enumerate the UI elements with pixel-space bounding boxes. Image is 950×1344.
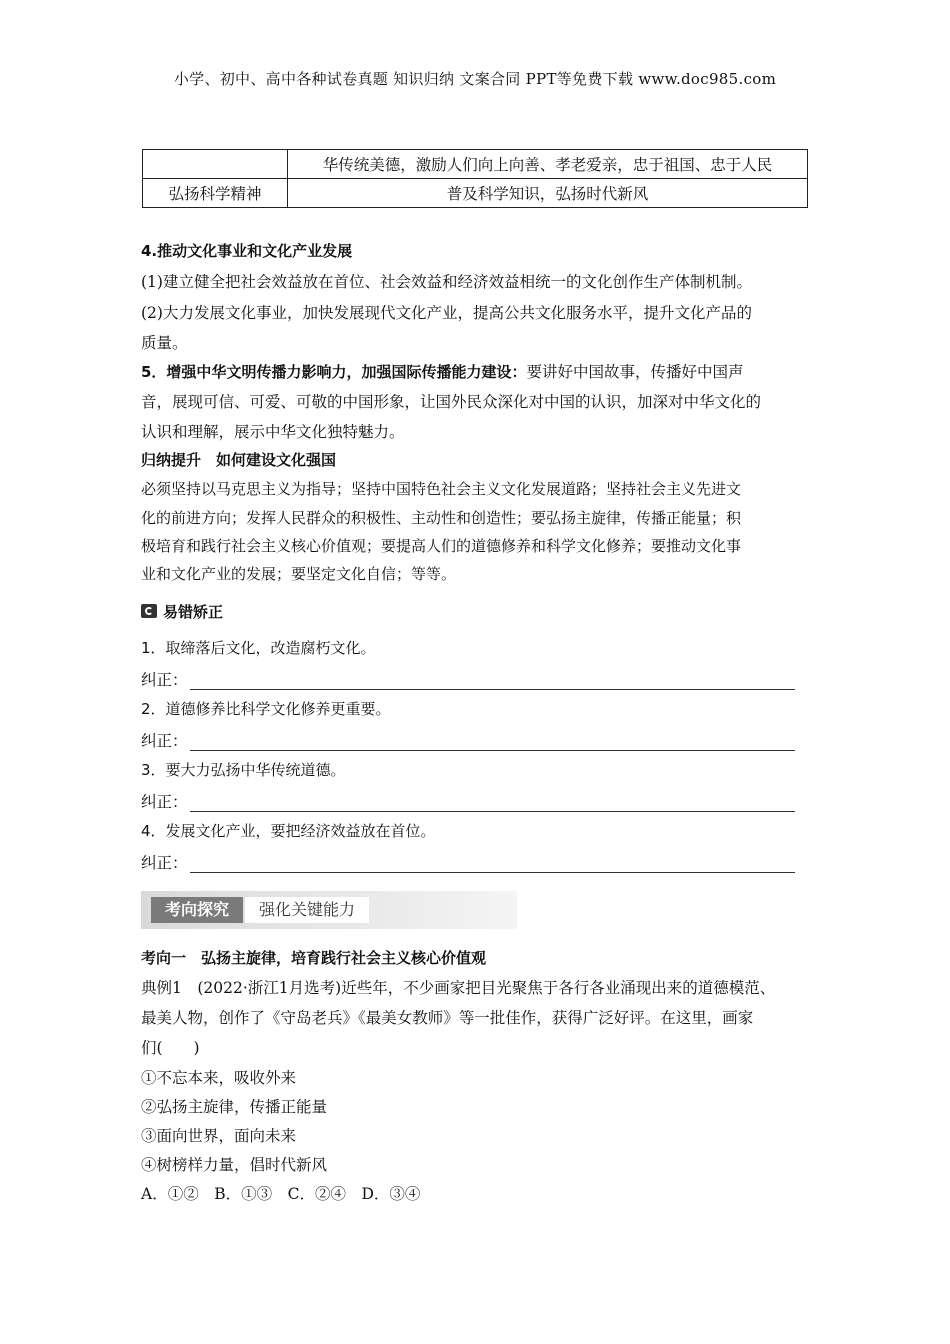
table-cell: 华传统美德，激励人们向上向善、孝老爱亲，忠于祖国、忠于人民 [288,150,808,179]
paragraph: 要讲好中国故事，传播好中国声 [526,363,744,381]
paragraph: (1)建立健全把社会效益放在首位、社会效益和经济效益相统一的文化创作生产体制机制。 [141,273,752,291]
correction-blank[interactable] [190,858,795,873]
paragraph: 极培育和践行社会主义核心价值观；要提高人们的道德修养和科学文化修养；要推动文化事 [141,537,742,555]
paragraph: 认识和理解，展示中华文化独特魅力。 [141,423,405,441]
paragraph: 必须坚持以马克思主义为指导；坚持中国特色社会主义文化发展道路；坚持社会主义先进文 [141,480,742,498]
section5-title: 5．增强中华文明传播力影响力，加强国际传播能力建设： [141,363,527,381]
table-cell: 普及科学知识，弘扬时代新风 [288,179,808,208]
correction-label: 纠正： [141,671,188,689]
paragraph: 化的前进方向；发挥人民群众的积极性、主动性和创造性；要弘扬主旋律，传播正能量；积 [141,509,742,527]
table-row [143,179,808,208]
section5-line [141,360,743,382]
section4-title: 4.推动文化事业和文化产业发展 [141,242,353,260]
question-stem: 们( ) [141,1039,200,1057]
correction-label: 纠正： [141,732,188,750]
section-banner [141,891,517,929]
errors-heading [141,601,223,622]
paragraph: 质量。 [141,334,188,352]
error-item: 4．发展文化产业，要把经济效益放在首位。 [141,822,436,840]
page-header: 小学、初中、高中各种试卷真题 知识归纳 文案合同 PPT等免费下载 www.doc985.com [173,70,777,88]
correction-blank[interactable] [190,675,795,690]
correction-line[interactable] [141,729,795,751]
table-cell: 弘扬科学精神 [143,179,288,208]
option: ①不忘本来，吸收外来 [141,1069,297,1087]
correction-line[interactable] [141,851,795,873]
exam-heading: 考向一 弘扬主旋律，培育践行社会主义核心价值观 [141,949,487,967]
option: ④树榜样力量，倡时代新风 [141,1156,328,1174]
correction-line[interactable] [141,668,795,690]
paragraph: 业和文化产业的发展；要坚定文化自信；等等。 [141,565,457,583]
option: ②弘扬主旋律，传播正能量 [141,1098,328,1116]
paragraph: (2)大力发展文化事业，加快发展现代文化产业，提高公共文化服务水平，提升文化产品的 [141,304,752,322]
errors-title: 易错矫正 [163,603,224,621]
paragraph: 音，展现可信、可爱、可敬的中国形象，让国外民众深化对中国的认识，加深对中华文化的 [141,393,762,411]
correction-label: 纠正： [141,854,188,872]
correction-blank[interactable] [190,736,795,751]
content-table [142,149,808,208]
error-item: 3．要大力弘扬中华传统道德。 [141,761,346,779]
table-row [143,150,808,179]
section-icon [141,604,157,618]
table-cell [143,150,288,179]
banner-title: 考向探究 [151,897,243,923]
summary-title: 归纳提升 如何建设文化强国 [141,451,337,469]
question-stem: 最美人物，创作了《守岛老兵》《最美女教师》等一批佳作，获得广泛好评。在这里，画家 [141,1009,754,1027]
correction-line[interactable] [141,790,795,812]
option: ③面向世界，面向未来 [141,1127,297,1145]
correction-blank[interactable] [190,797,795,812]
error-item: 1．取缔落后文化，改造腐朽文化。 [141,639,376,657]
banner-subtitle: 强化关键能力 [245,897,369,923]
answer-choices: A．①② B．①③ C．②④ D．③④ [141,1185,421,1203]
error-item: 2．道德修养比科学文化修养更重要。 [141,700,391,718]
correction-label: 纠正： [141,793,188,811]
question-stem: 典例1 (2022·浙江1月选考)近些年，不少画家把目光聚焦于各行各业涌现出来的道德模范、 [141,979,776,997]
